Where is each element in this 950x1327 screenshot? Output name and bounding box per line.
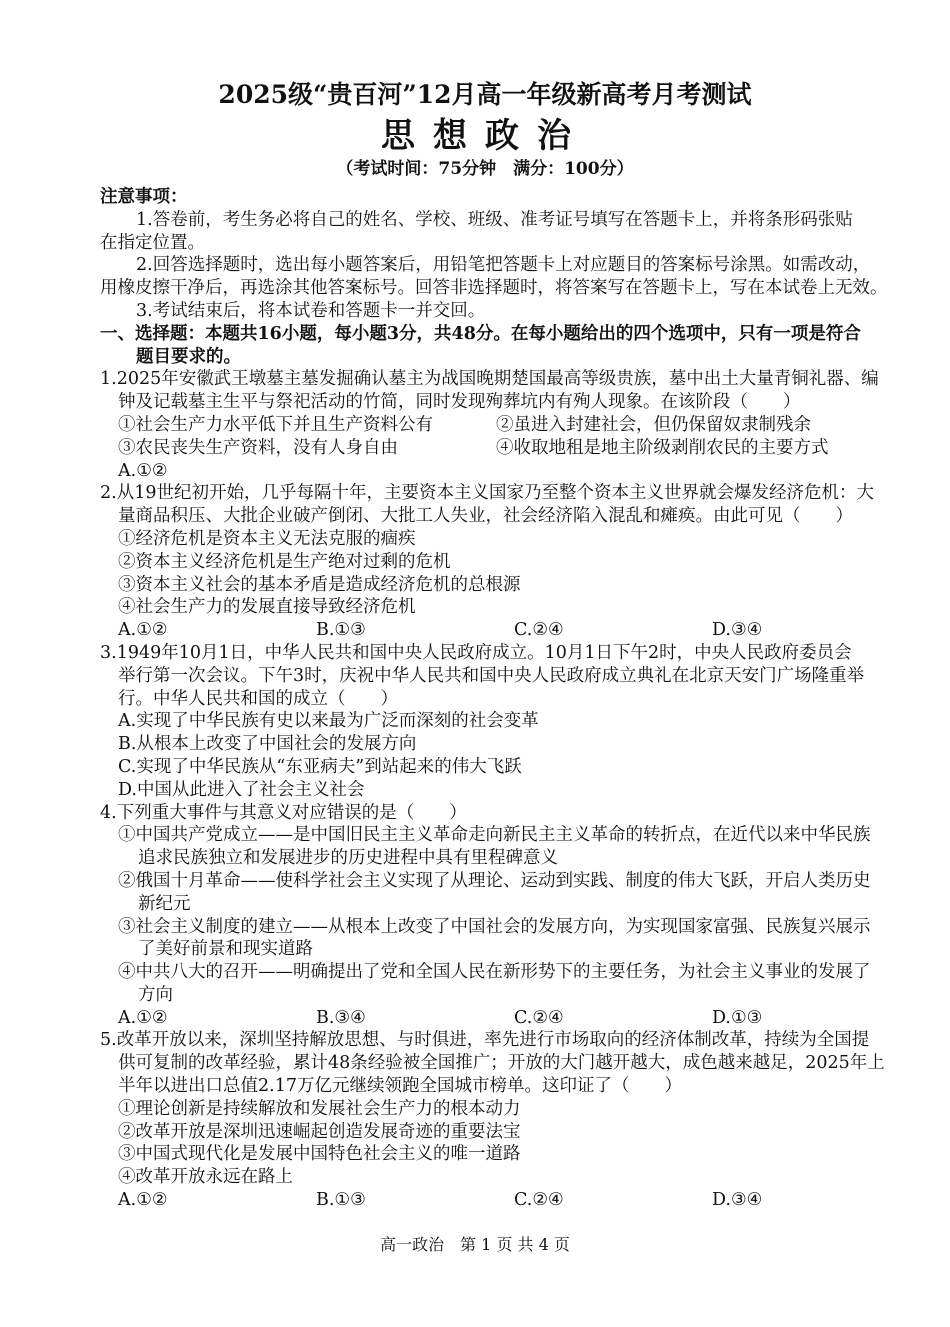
option-3: ③农民丧失生产资料，没有人身自由 [118, 437, 398, 458]
question-stem: 2.从19世纪初开始，几乎每隔十年，主要资本主义国家乃至整个资本主义世界就会爆发经济危机：大 [100, 483, 874, 504]
option-1-cont: 追求民族独立和发展进步的历史进程中具有里程碑意义 [138, 848, 558, 869]
question-stem: 3.1949年10月1日，中华人民共和国中央人民政府成立。10月1日下午2时，中央人民政府委员会 [100, 642, 852, 663]
exam-info: （考试时间：75分钟 满分：100分） [336, 159, 634, 179]
notice-item-1-cont: 在指定位置。 [100, 232, 205, 253]
question-stem-cont: 供可复制的改革经验，累计48条经验被全国推广；开放的大门越开越大，成色越来越足，2025年上 [118, 1053, 885, 1074]
answer-c: C.②④ [514, 1190, 564, 1211]
option-1: ①社会生产力水平低下并且生产资料公有 [118, 414, 433, 435]
answer-c: C.②④ [514, 620, 564, 641]
option-1: ①理论创新是持续解放和发展社会生产力的根本动力 [118, 1098, 521, 1119]
page-footer: 高一政治 第 1 页 共 4 页 [380, 1235, 570, 1254]
option-2: ②资本主义经济危机是生产绝对过剩的危机 [118, 551, 451, 572]
question-stem-cont: 行。中华人民共和国的成立（ ） [118, 688, 398, 709]
question-stem: 5.改革开放以来，深圳坚持解放思想、与时俱进，率先进行市场取向的经济体制改革，持续为全国提 [100, 1030, 870, 1051]
notice-item-2: 2.回答选择题时，选出每小题答案后，用铅笔把答题卡上对应题目的答案标号涂黑。如需改动， [136, 255, 871, 276]
option-3: ③中国式现代化是发展中国特色社会主义的唯一道路 [118, 1144, 521, 1165]
option-3-cont: 了美好前景和现实道路 [138, 939, 313, 960]
question-1 [100, 368, 910, 482]
question-2 [100, 482, 910, 642]
option-3: ③资本主义社会的基本矛盾是造成经济危机的总根源 [118, 574, 521, 595]
option-b: B.从根本上改变了中国社会的发展方向 [118, 734, 417, 755]
question-4 [100, 802, 910, 1030]
answer-c: C.②④ [514, 1007, 564, 1028]
question-stem-cont: 半年以进出口总值2.17万亿元继续领跑全国城市榜单。这印证了（ ） [118, 1076, 682, 1097]
option-2: ②改革开放是深圳迅速崛起创造发展奇迹的重要法宝 [118, 1121, 521, 1142]
answer-b: B.①③ [316, 620, 366, 641]
exam-title: 2025级“贵百河”12月高一年级新高考月考测试 [218, 80, 752, 109]
question-stem-cont: 钟及记载墓主生平与祭祀活动的竹简，同时发现殉葬坑内有殉人现象。在该阶段（ ） [118, 392, 801, 413]
answer-a: A.①② [118, 1007, 168, 1028]
option-4: ④改革开放永远在路上 [118, 1167, 293, 1188]
question-stem-cont: 量商品积压、大批企业破产倒闭、大批工人失业，社会经济陷入混乱和瘫痪。由此可见（ ） [118, 506, 853, 527]
option-4: ④收取地租是地主阶级剥削农民的主要方式 [496, 437, 829, 458]
question-stem: 4.下列重大事件与其意义对应错误的是（ ） [100, 802, 467, 823]
question-stem: 1.2025年安徽武王墩墓主墓发掘确认墓主为战国晚期楚国最高等级贵族，墓中出土大量青铜礼器、编 [100, 369, 879, 390]
notice-item-3: 3.考试结束后，将本试卷和答题卡一并交回。 [136, 300, 486, 321]
answer-d: D.③④ [712, 1190, 763, 1211]
option-4-cont: 方向 [138, 984, 173, 1005]
question-5 [100, 1029, 910, 1211]
notice-item-1: 1.答卷前，考生务必将自己的姓名、学校、班级、准考证号填写在答题卡上，并将条形码张贴 [136, 209, 853, 230]
answer-d: D.①③ [712, 1007, 763, 1028]
subject-title: 思想政治 [381, 116, 589, 156]
option-1: ①中国共产党成立——是中国旧民主主义革命走向新民主主义革命的转折点，在近代以来中华民族 [118, 825, 871, 846]
answer-b: B.①③ [316, 1190, 366, 1211]
option-c: C.实现了中华民族从“东亚病夫”到站起来的伟大飞跃 [118, 756, 522, 777]
question-stem-cont: 举行第一次会议。下午3时，庆祝中华人民共和国中央人民政府成立典礼在北京天安门广场隆重举 [118, 665, 865, 686]
answer-a: A.①② [118, 460, 168, 481]
option-1: ①经济危机是资本主义无法克服的痼疾 [118, 528, 416, 549]
option-2-cont: 新纪元 [138, 893, 191, 914]
option-2: ②虽进入封建社会，但仍保留奴隶制残余 [496, 414, 811, 435]
notice-section [100, 186, 910, 323]
option-4: ④社会生产力的发展直接导致经济危机 [118, 597, 416, 618]
option-3: ③社会主义制度的建立——从根本上改变了中国社会的发展方向，为实现国家富强、民族复兴展示 [118, 916, 871, 937]
option-2: ②俄国十月革命——使科学社会主义实现了从理论、运动到实践、制度的伟大飞跃，开启人类历史 [118, 870, 871, 891]
answer-a: A.①② [118, 620, 168, 641]
option-d: D.中国从此进入了社会主义社会 [118, 779, 365, 800]
notice-heading: 注意事项： [100, 187, 188, 207]
section-heading: 一、选择题：本题共16小题，每小题3分，共48分。在每小题给出的四个选项中，只有一项是符合 [100, 323, 861, 344]
question-3 [100, 642, 910, 802]
answer-d: D.③④ [712, 620, 763, 641]
notice-item-2-cont: 用橡皮擦干净后，再选涂其他答案标号。回答非选择题时，将答案写在答题卡上，写在本试卷上无效。 [100, 278, 888, 299]
option-4: ④中共八大的召开——明确提出了党和全国人民在新形势下的主要任务，为社会主义事业的发展了 [118, 962, 871, 983]
section-heading-cont: 题目要求的。 [136, 346, 241, 367]
answer-a: A.①② [118, 1190, 168, 1211]
option-a: A.实现了中华民族有史以来最为广泛而深刻的社会变革 [118, 711, 539, 732]
answer-b: B.③④ [316, 1007, 366, 1028]
